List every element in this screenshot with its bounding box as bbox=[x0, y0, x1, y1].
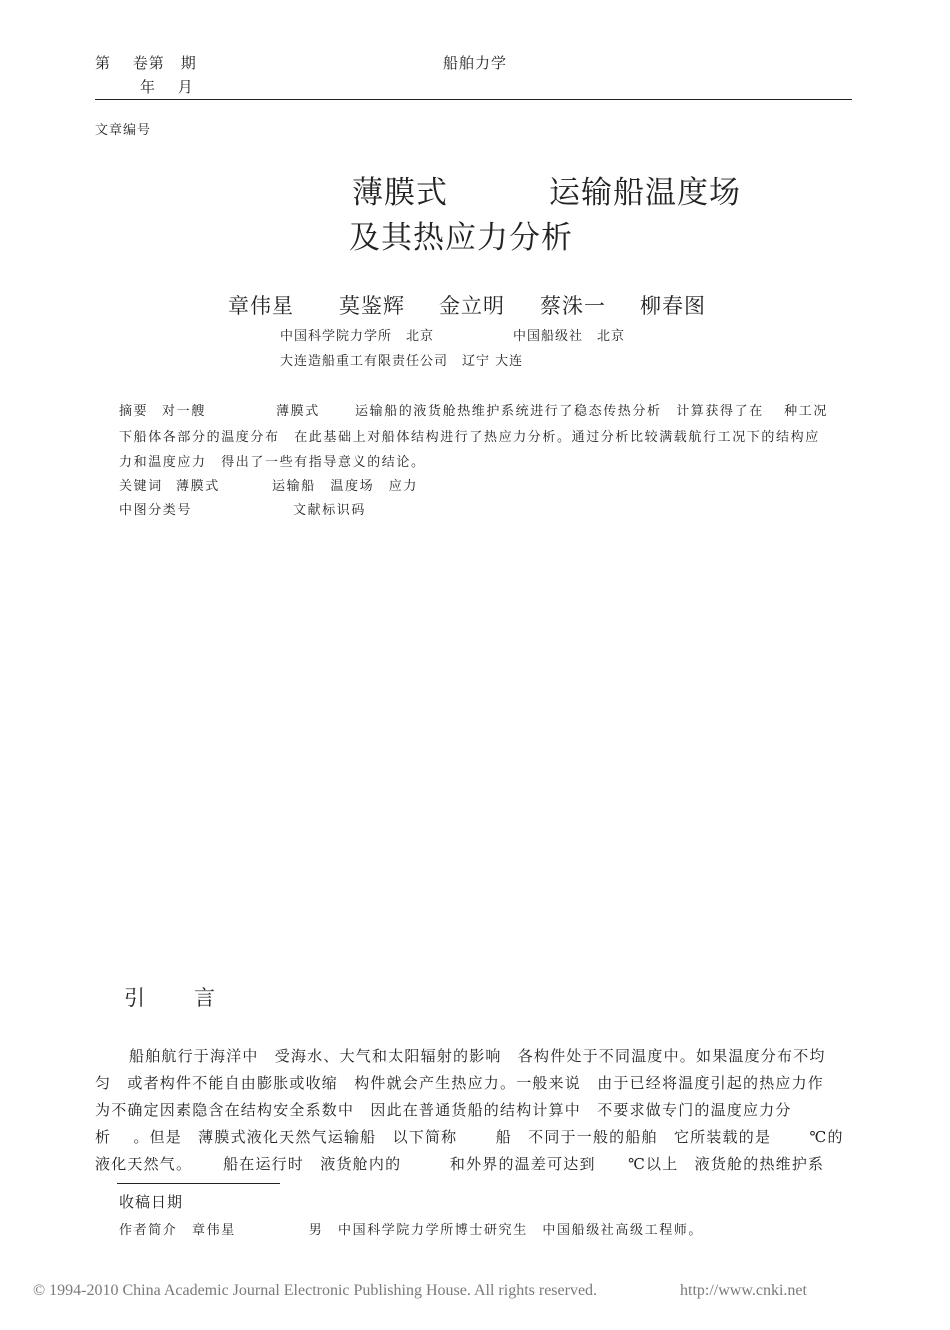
section-heading-intro: 引 言 bbox=[124, 986, 229, 1010]
author-1: 章伟星 bbox=[228, 294, 294, 318]
paragraph-line-4: 析 。但是 薄膜式液化天然气运输船 以下简称 船 不同于一般的船舶 它所装载的是 ℃的 bbox=[95, 1128, 844, 1146]
header-rule bbox=[95, 99, 852, 100]
issue-date: 年 月 bbox=[140, 78, 194, 96]
abstract-line1-b: 薄膜式 bbox=[276, 404, 320, 419]
abstract-line1-c: 运输船的液货舱热维护系统进行了稳态传热分析 计算获得了在 种工况 bbox=[355, 404, 828, 419]
article-number-label: 文章编号 bbox=[95, 123, 152, 138]
affiliation-3: 大连造船重工有限责任公司 辽宁 大连 bbox=[280, 354, 524, 369]
author-2: 莫鉴辉 bbox=[339, 294, 405, 318]
author-3: 金立明 bbox=[439, 294, 505, 318]
issue-volume: 第 卷第 期 bbox=[95, 54, 197, 72]
journal-name: 船舶力学 bbox=[443, 54, 508, 72]
document-code-label: 文献标识码 bbox=[293, 503, 367, 518]
copyright-notice: © 1994-2010 China Academic Journal Electronic Publishing House. All rights reserved. bbox=[33, 1282, 598, 1299]
keyword-1: 薄膜式 bbox=[176, 479, 220, 494]
paragraph-line-2: 匀 或者构件不能自由膨胀或收缩 构件就会产生热应力。一般来说 由于已经将温度引起的热应力作 bbox=[95, 1074, 825, 1092]
paragraph-line-3: 为不确定因素隐含在结构安全系数中 因此在普通货船的结构计算中 不要求做专门的温度应力分 bbox=[95, 1101, 792, 1119]
abstract-line1-a: 对一艘 bbox=[162, 404, 206, 419]
affiliation-1: 中国科学院力学所 北京 bbox=[280, 329, 435, 344]
paragraph-line-5: 液化天然气。 船在运行时 液货舱内的 和外界的温差可达到 ℃以上 液货舱的热维护系 bbox=[95, 1155, 825, 1173]
abstract-line3: 力和温度应力 得出了一些有指导意义的结论。 bbox=[119, 455, 426, 470]
abstract-label: 摘要 bbox=[119, 404, 149, 419]
title-line2: 及其热应力分析 bbox=[349, 220, 573, 256]
keywords-label: 关键词 bbox=[119, 479, 163, 494]
title-line1-part1: 薄膜式 bbox=[352, 175, 448, 211]
affiliation-2: 中国船级社 北京 bbox=[513, 329, 626, 344]
author-bio: 作者简介 章伟星 男 中国科学院力学所博士研究生 中国船级社高级工程师。 bbox=[119, 1223, 704, 1238]
title-line1-part2: 运输船温度场 bbox=[549, 175, 741, 211]
received-date-label: 收稿日期 bbox=[119, 1193, 184, 1211]
author-5: 柳春图 bbox=[640, 294, 706, 318]
keywords-rest: 运输船 温度场 应力 bbox=[272, 479, 419, 494]
author-4: 蔡洙一 bbox=[540, 294, 606, 318]
paragraph-line-1: 船舶航行于海洋中 受海水、大气和太阳辐射的影响 各构件处于不同温度中。如果温度分布不均 bbox=[129, 1047, 826, 1065]
footnote-rule bbox=[117, 1183, 280, 1184]
abstract-line2: 下船体各部分的温度分布 在此基础上对船体结构进行了热应力分析。通过分析比较满载航行工况下的结构应 bbox=[119, 430, 820, 445]
clc-number-label: 中图分类号 bbox=[119, 503, 193, 518]
cnki-link[interactable]: http://www.cnki.net bbox=[680, 1282, 807, 1299]
